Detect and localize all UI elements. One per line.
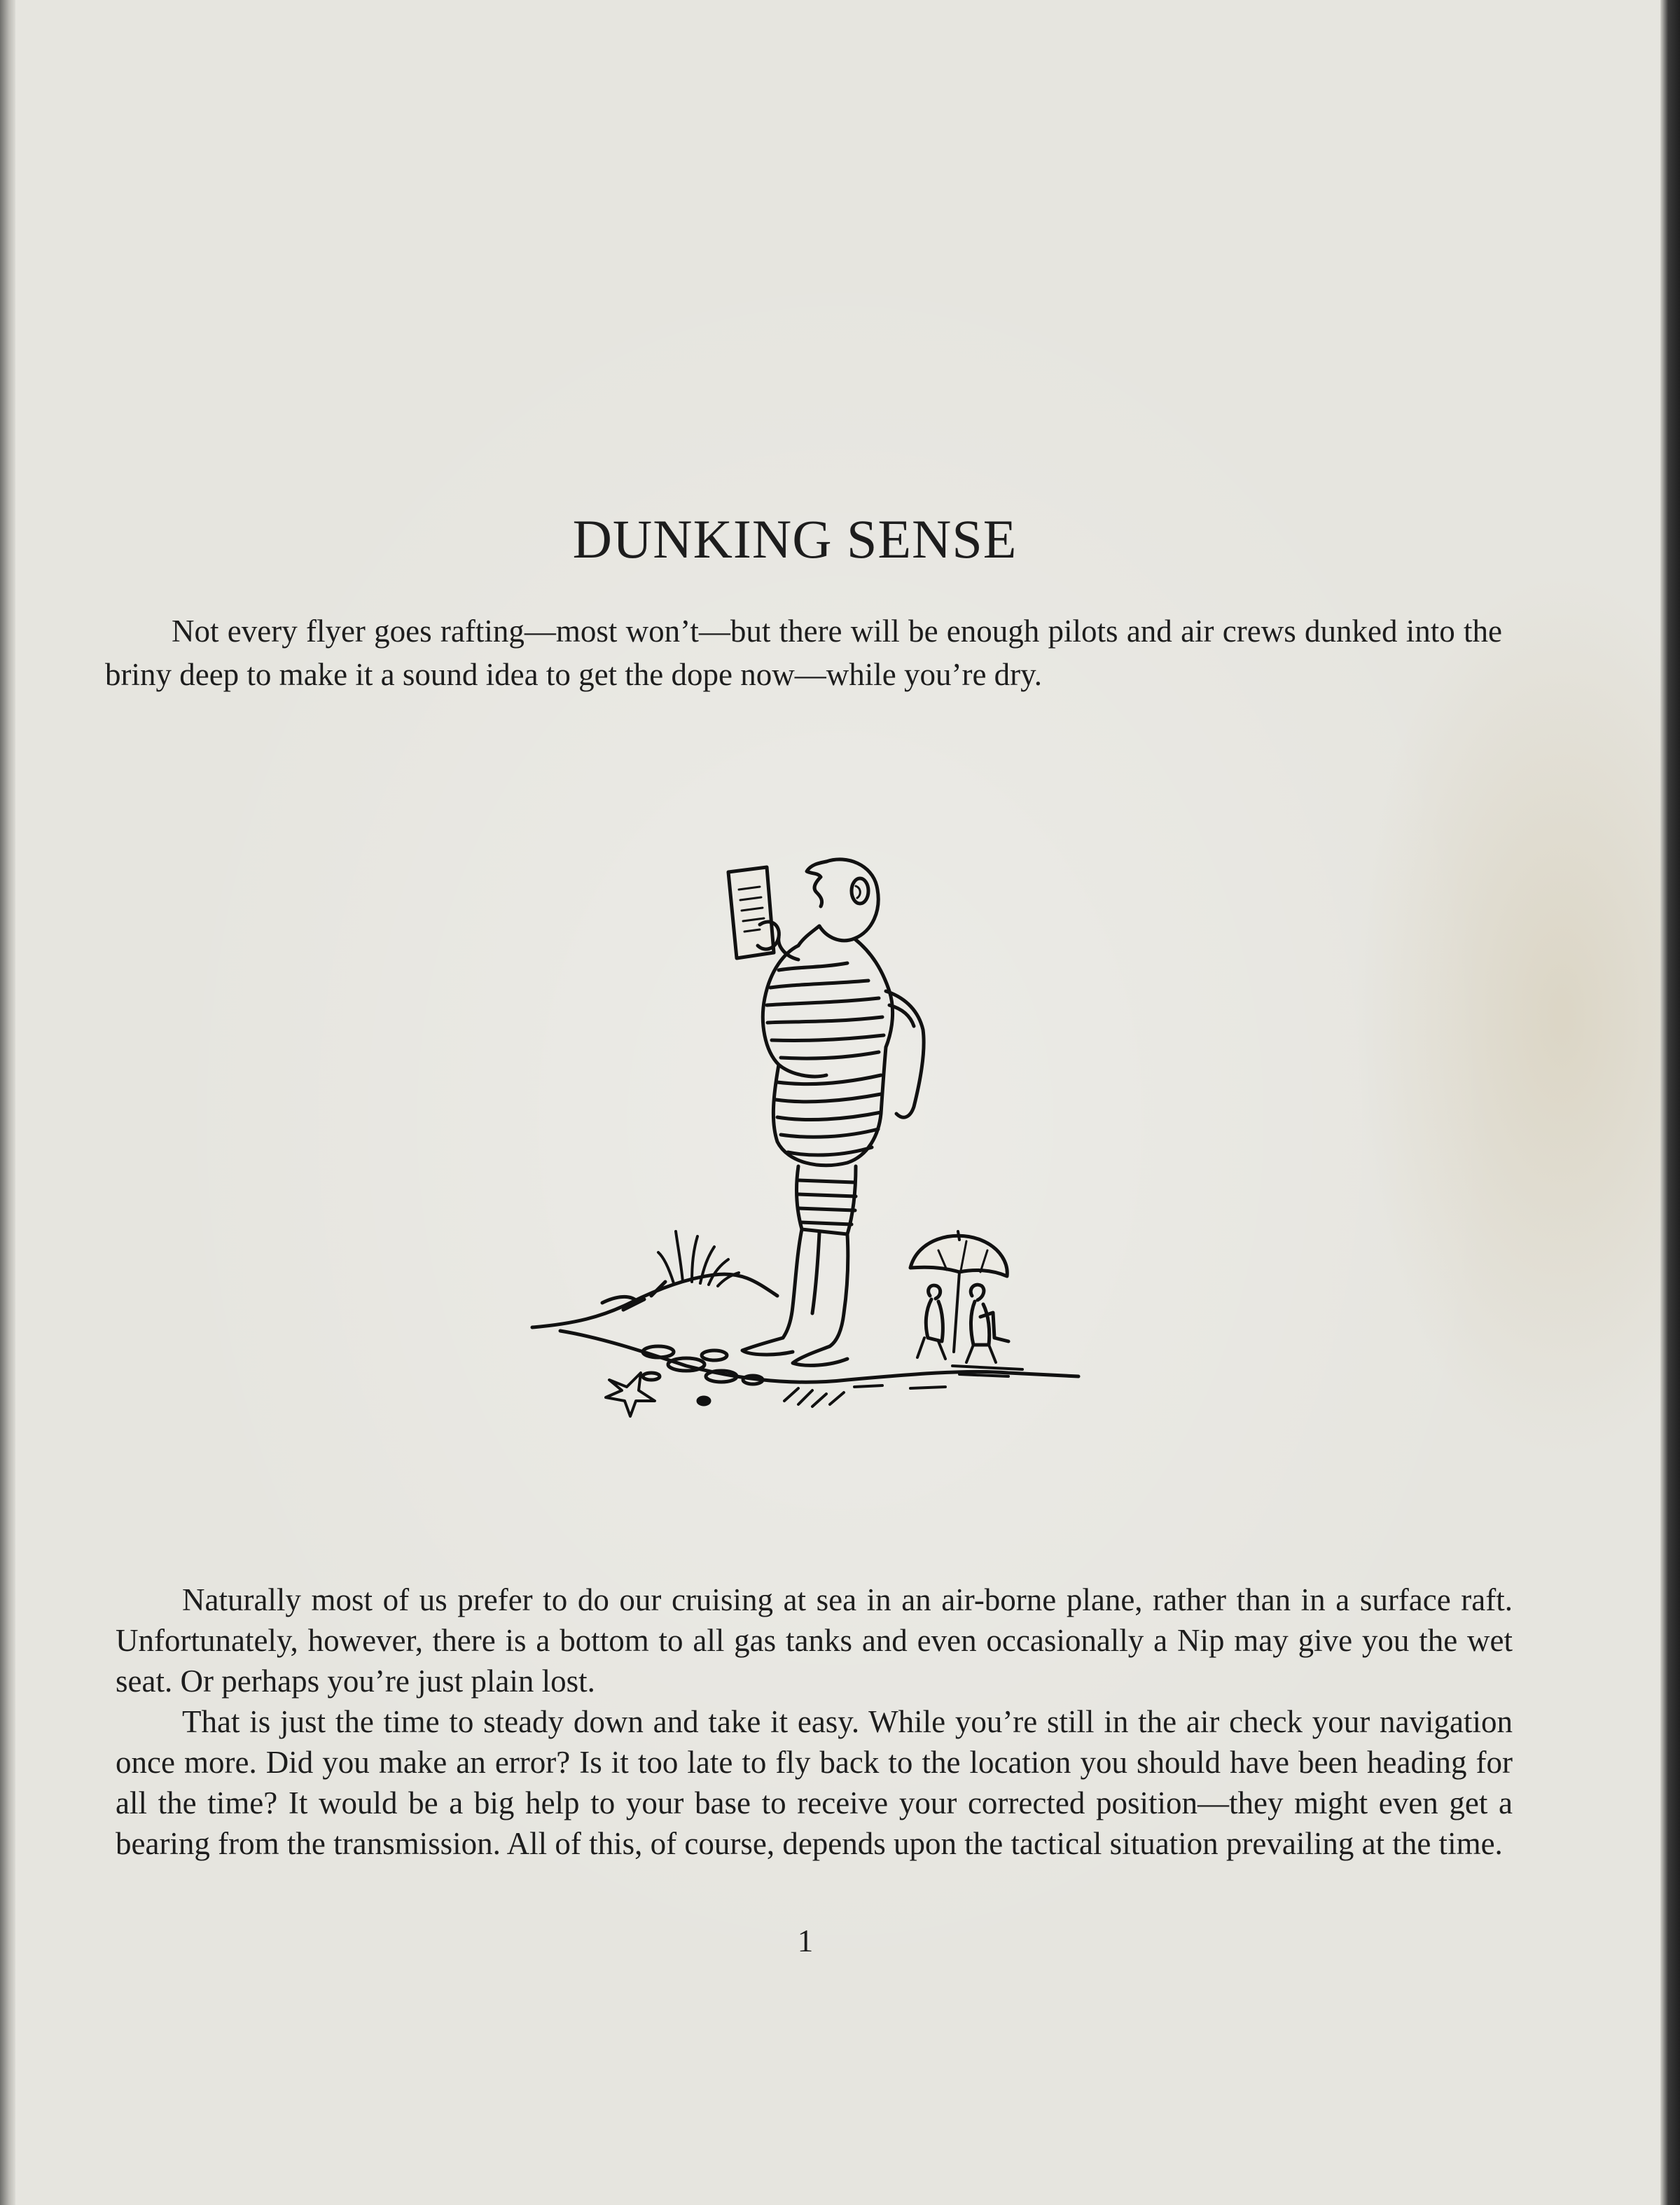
page-left-edge (0, 0, 15, 2205)
intro-paragraph: Not every flyer goes rafting—most won’t—but there will be enough pilots and air crews dunked into the briny deep to make it a sound idea to get the dope now—while you’re dry. (105, 614, 1502, 692)
body-text (116, 1580, 1513, 1864)
page-right-edge (1660, 0, 1680, 2205)
body-paragraph: That is just the time to steady down and take it easy. While you’re still in the air check your navigation once more. Did you make an error? Is it too late to fly back to the location you should have been heading for all the time? It would be a big help to your base to receive your corrected position—they might even get a bearing from the transmission. All of this, of course, depends upon the tactical situation prevailing at the time. (116, 1704, 1513, 1861)
page-title: DUNKING SENSE (572, 509, 1018, 569)
page-number: 1 (797, 1923, 814, 1958)
body-paragraph: Naturally most of us prefer to do our cruising at sea in an air-borne plane, rather than in a surface raft. Unfortunately, however, there is a bottom to all gas tanks and even occasionally a Nip may give you the wet seat. Or perhaps you’re just plain lost. (116, 1582, 1513, 1699)
cartoon-man-on-beach-reading-icon (518, 848, 1092, 1422)
